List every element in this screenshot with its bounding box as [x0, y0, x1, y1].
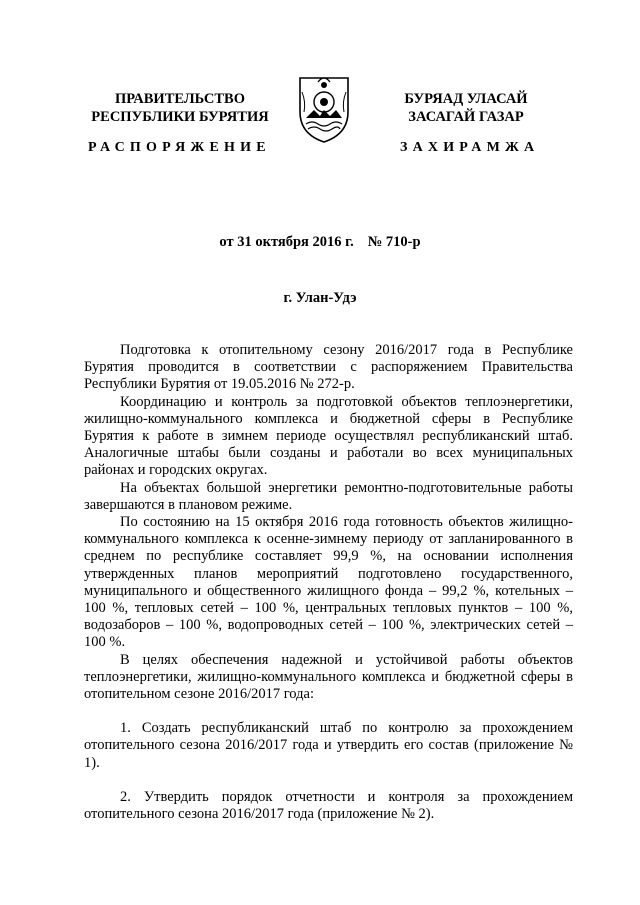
doc-type-ru: РАСПОРЯЖЕНИЕ — [88, 140, 271, 155]
government-header-ru — [85, 90, 275, 126]
body-paragraph: По состоянию на 15 октября 2016 года готовность объектов жилищно-коммунального комплекса к осенне-зимнему периоду от запланированного в среднем по республике составляет 99,9 %, на основании исполнения утвержденных планов мероприятий подготовлено государственного, муниципального и общественного жилищного фонда – 99,2 %, котельных – 100 %, тепловых сетей – 100 %, центральных тепловых пунктов – 100 %, водозаборов – 100 %, водопроводных сетей – 100 %, электрических сетей – 100 %. — [84, 514, 573, 651]
government-header-bua-line1: БУРЯАД УЛАСАЙ — [404, 91, 528, 107]
date-number-line — [0, 234, 640, 251]
document-number: № 710-р — [367, 234, 421, 250]
body-paragraph: Подготовка к отопительному сезону 2016/2017 года в Республике Бурятия проводится в соответствии с распоряжением Правительства Республики Бурятия от 19.05.2016 № 272-р. — [84, 342, 573, 393]
document-date: от 31 октября 2016 г. — [219, 234, 354, 250]
coat-of-arms-icon — [296, 72, 352, 144]
document-city: г. Улан-Удэ — [283, 290, 357, 306]
document-body — [84, 342, 573, 823]
body-paragraph: Координацию и контроль за подготовкой объектов теплоэнергетики, жилищно-коммунального комплекса и бюджетной сферы в Республике Бурятия к работе в зимнем периоде осуществлял республиканский штаб. Аналогичные штабы были созданы и работали во всех муниципальных районах и городских округах. — [84, 393, 573, 479]
body-item-2: 2. Утвердить порядок отчетности и контроля за прохождением отопительного сезона 2016/2017 года (приложение № 2). — [84, 788, 573, 823]
government-header-bua — [376, 90, 556, 126]
body-paragraph: На объектах большой энергетики ремонтно-подготовительные работы завершаются в плановом режиме. — [84, 479, 573, 513]
government-header-ru-line1: ПРАВИТЕЛЬСТВО — [115, 91, 245, 107]
body-paragraph: В целях обеспечения надежной и устойчивой работы объектов теплоэнергетики, жилищно-коммунального комплекса и бюджетной сферы в отопительном сезоне 2016/2017 года: — [84, 651, 573, 703]
government-header-ru-line2: РЕСПУБЛИКИ БУРЯТИЯ — [91, 109, 269, 125]
body-item-1: 1. Создать республиканский штаб по контролю за прохождением отопительного сезона 2016/2017 года и утвердить его состав (приложение № 1). — [84, 720, 573, 771]
government-header-bua-line2: ЗАСАГАЙ ГАЗАР — [408, 109, 524, 125]
doc-type-bua: ЗАХИРАМЖА — [400, 140, 540, 155]
